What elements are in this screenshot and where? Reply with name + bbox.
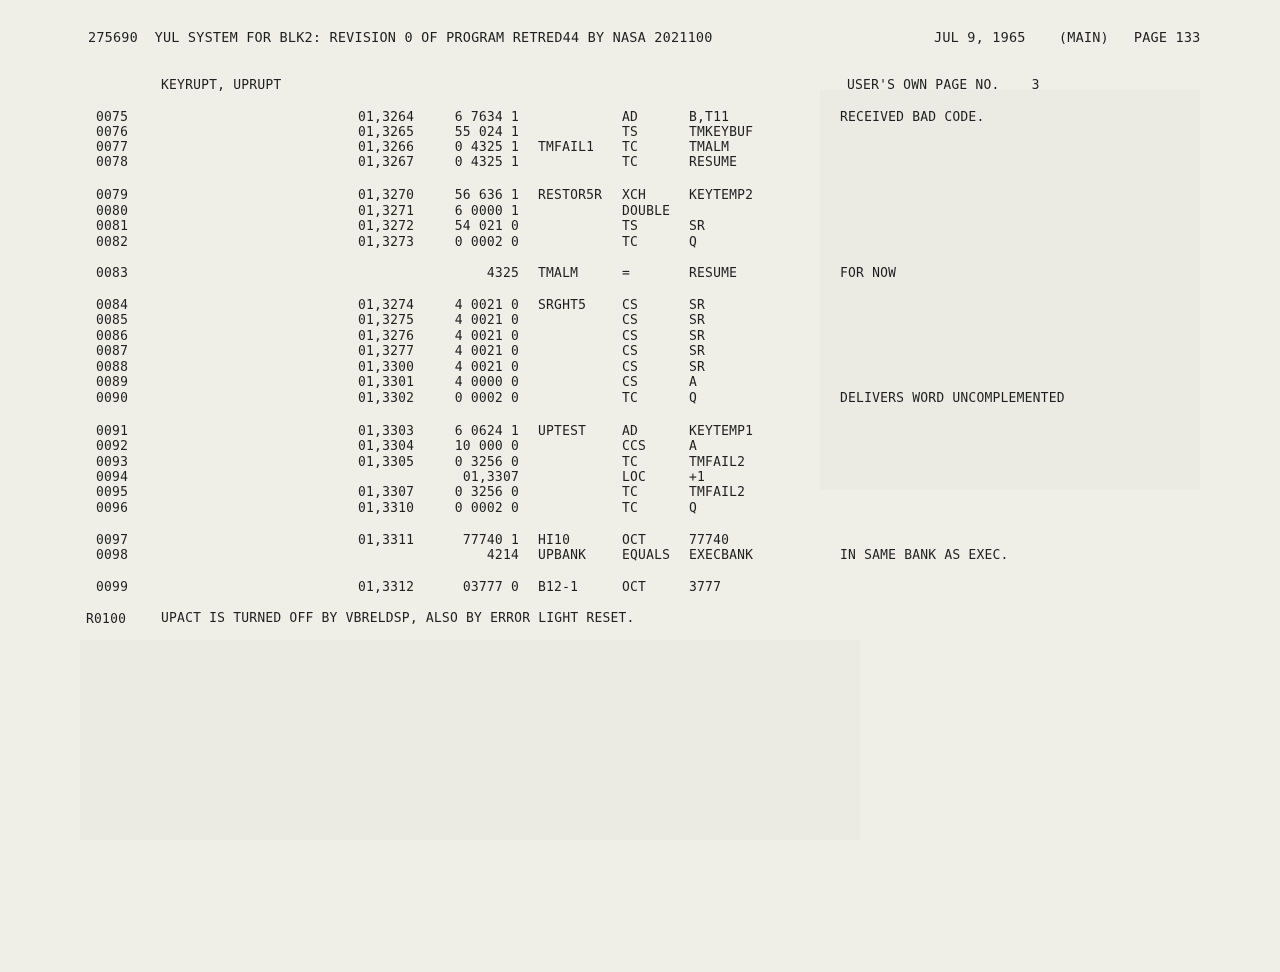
line-number: 0088 (96, 360, 129, 375)
opcode: OCT (622, 533, 647, 548)
octal-word: 4 0021 0 (454, 344, 519, 359)
octal-word: 4 0021 0 (454, 313, 519, 328)
line-number: 0082 (96, 235, 129, 250)
octal-word: 10 000 0 (454, 439, 519, 454)
operand: EXECBANK (689, 548, 754, 563)
opcode: CS (622, 344, 639, 359)
address: 01,3272 (358, 219, 415, 234)
octal-word: 03777 0 (462, 580, 519, 595)
operand: TMALM (689, 140, 730, 155)
opcode: CS (622, 313, 639, 328)
octal-word: 0 0002 0 (454, 235, 519, 250)
octal-word: 0 4325 1 (454, 140, 519, 155)
line-number: 0096 (96, 501, 129, 516)
operand: 77740 (689, 533, 730, 548)
octal-word: 54 021 0 (454, 219, 519, 234)
bleed-through-shading (80, 640, 860, 840)
line-number: 0075 (96, 110, 129, 125)
opcode: AD (622, 110, 639, 125)
operand: Q (689, 391, 698, 406)
bleed-through-shading (820, 90, 1200, 490)
operand: A (689, 439, 698, 454)
operand: KEYTEMP1 (689, 424, 754, 439)
remark-text: UPACT IS TURNED OFF BY VBRELDSP, ALSO BY ERROR LIGHT RESET. (161, 611, 635, 626)
address: 01,3312 (358, 580, 415, 595)
address: 01,3301 (358, 375, 415, 390)
operand: SR (689, 360, 706, 375)
address: 01,3271 (358, 204, 415, 219)
opcode: TS (622, 125, 639, 140)
label: UPTEST (538, 424, 587, 439)
operand: RESUME (689, 155, 738, 170)
opcode: TC (622, 391, 639, 406)
operand: RESUME (689, 266, 738, 281)
octal-word: 0 0002 0 (454, 391, 519, 406)
octal-word: 0 3256 0 (454, 455, 519, 470)
opcode: CS (622, 360, 639, 375)
address: 01,3264 (358, 110, 415, 125)
page-header-right: JUL 9, 1965 (MAIN) PAGE 133 (934, 30, 1201, 46)
opcode: CS (622, 329, 639, 344)
octal-word: 4214 (486, 548, 519, 563)
operand: SR (689, 329, 706, 344)
address: 01,3305 (358, 455, 415, 470)
line-number: 0085 (96, 313, 129, 328)
page-header-left: 275690 YUL SYSTEM FOR BLK2: REVISION 0 OF PROGRAM RETRED44 BY NASA 2021100 (88, 30, 713, 46)
octal-word: 0 3256 0 (454, 485, 519, 500)
address: 01,3266 (358, 140, 415, 155)
address: 01,3273 (358, 235, 415, 250)
line-number: 0080 (96, 204, 129, 219)
line-number: 0076 (96, 125, 129, 140)
operand: SR (689, 344, 706, 359)
address: 01,3307 (358, 485, 415, 500)
operand: Q (689, 501, 698, 516)
opcode: OCT (622, 580, 647, 595)
line-number: 0094 (96, 470, 129, 485)
line-number: 0095 (96, 485, 129, 500)
operand: TMKEYBUF (689, 125, 754, 140)
opcode: TC (622, 501, 639, 516)
opcode: CCS (622, 439, 647, 454)
octal-word: 01,3307 (462, 470, 519, 485)
octal-word: 4 0021 0 (454, 329, 519, 344)
operand: B,T11 (689, 110, 730, 125)
address: 01,3274 (358, 298, 415, 313)
label: RESTOR5R (538, 188, 603, 203)
address: 01,3300 (358, 360, 415, 375)
line-number: 0084 (96, 298, 129, 313)
label: UPBANK (538, 548, 587, 563)
octal-word: 4325 (486, 266, 519, 281)
address: 01,3265 (358, 125, 415, 140)
address: 01,3302 (358, 391, 415, 406)
octal-word: 56 636 1 (454, 188, 519, 203)
operand: A (689, 375, 698, 390)
opcode: EQUALS (622, 548, 671, 563)
label: TMALM (538, 266, 579, 281)
opcode: CS (622, 375, 639, 390)
section-title: KEYRUPT, UPRUPT (161, 78, 282, 93)
comment: DELIVERS WORD UNCOMPLEMENTED (840, 391, 1065, 406)
operand: Q (689, 235, 698, 250)
opcode: TC (622, 140, 639, 155)
operand: SR (689, 298, 706, 313)
address: 01,3275 (358, 313, 415, 328)
line-number: 0078 (96, 155, 129, 170)
remark-line-number: R0100 (86, 612, 127, 627)
comment: RECEIVED BAD CODE. (840, 110, 985, 125)
line-number: 0077 (96, 140, 129, 155)
line-number: 0079 (96, 188, 129, 203)
octal-word: 4 0021 0 (454, 298, 519, 313)
line-number: 0098 (96, 548, 129, 563)
address: 01,3270 (358, 188, 415, 203)
opcode: TS (622, 219, 639, 234)
opcode: TC (622, 485, 639, 500)
line-number: 0097 (96, 533, 129, 548)
address: 01,3277 (358, 344, 415, 359)
line-number: 0086 (96, 329, 129, 344)
line-number: 0087 (96, 344, 129, 359)
line-number: 0093 (96, 455, 129, 470)
octal-word: 55 024 1 (454, 125, 519, 140)
opcode: = (622, 266, 631, 281)
comment: FOR NOW (840, 266, 897, 281)
comment: IN SAME BANK AS EXEC. (840, 548, 1009, 563)
octal-word: 4 0000 0 (454, 375, 519, 390)
octal-word: 6 0000 1 (454, 204, 519, 219)
address: 01,3276 (358, 329, 415, 344)
address: 01,3311 (358, 533, 415, 548)
octal-word: 0 0002 0 (454, 501, 519, 516)
opcode: TC (622, 455, 639, 470)
opcode: TC (622, 155, 639, 170)
address: 01,3267 (358, 155, 415, 170)
line-number: 0091 (96, 424, 129, 439)
address: 01,3304 (358, 439, 415, 454)
label: TMFAIL1 (538, 140, 595, 155)
operand: TMFAIL2 (689, 455, 746, 470)
operand: 3777 (689, 580, 722, 595)
label: SRGHT5 (538, 298, 587, 313)
opcode: LOC (622, 470, 647, 485)
opcode: CS (622, 298, 639, 313)
opcode: XCH (622, 188, 647, 203)
octal-word: 4 0021 0 (454, 360, 519, 375)
opcode: DOUBLE (622, 204, 671, 219)
label: B12-1 (538, 580, 579, 595)
line-number: 0081 (96, 219, 129, 234)
line-number: 0090 (96, 391, 129, 406)
line-number: 0092 (96, 439, 129, 454)
users-page-number: USER'S OWN PAGE NO. 3 (847, 78, 1040, 93)
line-number: 0083 (96, 266, 129, 281)
address: 01,3310 (358, 501, 415, 516)
opcode: AD (622, 424, 639, 439)
octal-word: 6 7634 1 (454, 110, 519, 125)
operand: TMFAIL2 (689, 485, 746, 500)
address: 01,3303 (358, 424, 415, 439)
line-number: 0099 (96, 580, 129, 595)
line-number: 0089 (96, 375, 129, 390)
octal-word: 6 0624 1 (454, 424, 519, 439)
octal-word: 77740 1 (462, 533, 519, 548)
operand: SR (689, 313, 706, 328)
operand: KEYTEMP2 (689, 188, 754, 203)
opcode: TC (622, 235, 639, 250)
operand: SR (689, 219, 706, 234)
operand: +1 (689, 470, 706, 485)
octal-word: 0 4325 1 (454, 155, 519, 170)
label: HI10 (538, 533, 571, 548)
